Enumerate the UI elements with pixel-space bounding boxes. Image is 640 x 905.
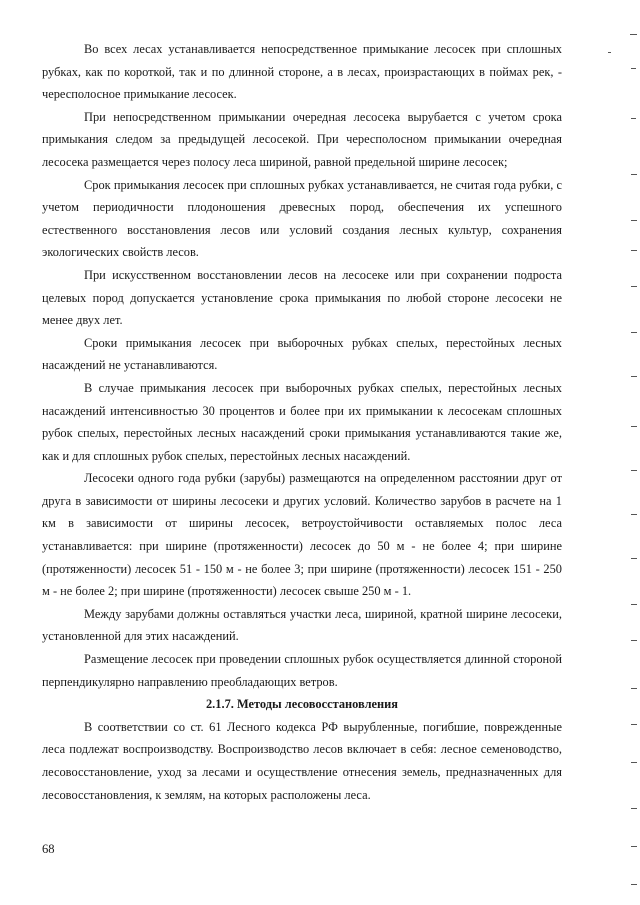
scan-mark (631, 332, 637, 333)
scan-mark (631, 426, 637, 427)
scan-mark (631, 174, 637, 175)
scan-mark (631, 884, 637, 885)
paragraph-2: При непосредственном примыкании очередная лесосека вырубается с учетом срока примыкания следом за предыдущей лесосекой. При чересполосном примыкании очередная лесосека размещается через полосу леса шириной, равной предельной ширине лесосек; (42, 109, 562, 169)
scan-mark (631, 604, 637, 605)
paragraph-3: Срок примыкания лесосек при сплошных рубках устанавливается, не считая года рубки, с учетом периодичности плодоношения древесных пород, обеспечения их успешного естественного восстановления лесов или условий создания лесных культур, сохранения экологических свойств лесов. (42, 177, 562, 260)
scan-mark (631, 558, 637, 559)
paragraph-6: В случае примыкания лесосек при выборочных рубках спелых, перестойных лесных насаждений интенсивностью 30 процентов и более при их примыкании к лесосекам сплошных рубок спелых, перестойных лесных насаждений сроки примыкания устанавливаются такие же, как и для сплошных рубок спелых, перестойных лесных насаждений. (42, 380, 562, 463)
scan-mark (630, 34, 637, 35)
scan-mark (631, 220, 637, 221)
scan-mark (631, 68, 636, 69)
paragraph-7: Лесосеки одного года рубки (зарубы) размещаются на определенном расстоянии друг от друга в зависимости от ширины лесосеки и других условий. Количество зарубов в расчете на 1 км в зависимости от ширины лесосек, ветроустойчивости оставляемых полос леса устанавливается: при ширине (протяженности) лесосек до 50 м - не более 4; при ширине (протяженности) лесосек 51 - 150 м - не более 3; при ширине (протяженности) лесосек 151 - 250 м - не более 2; при ширине (протяженности) лесосек свыше 250 м - 1. (42, 471, 562, 599)
page-number: 68 (42, 842, 55, 856)
paragraph-1: Во всех лесах устанавливается непосредственное примыкание лесосек при сплошных рубках, как по короткой, так и по длинной стороне, а в лесах, произрастающих в поймах рек, - чересполосное примыкание лесосек. (42, 42, 562, 102)
scan-mark (631, 762, 637, 763)
section-heading: 2.1.7. Методы лесовосстановления (205, 697, 399, 712)
paragraph-8: Между зарубами должны оставляться участки леса, шириной, кратной ширине лесосеки, установленной для этих насаждений. (42, 606, 562, 644)
scan-mark (631, 640, 637, 641)
paragraph-4: При искусственном восстановлении лесов на лесосеке или при сохранении подроста целевых пород допускается установление срока примыкания по любой стороне лесосеки не менее двух лет. (42, 267, 562, 328)
scan-mark (631, 286, 637, 287)
scan-margin-marks (600, 0, 640, 905)
paragraph-10: В соответствии со ст. 61 Лесного кодекса РФ вырубленные, погибшие, поврежденные леса подлежат воспроизводству. Воспроизводство лесов включает в себя: лесное семеноводство, лесовосстановление, уход за лесами и осуществление отнесения земель, предназначенных для лесовосстановления, к землям, на которых расположены леса. (42, 719, 562, 802)
paragraph-5: Сроки примыкания лесосек при выборочных рубках спелых, перестойных лесных насаждений не устанавливаются. (42, 335, 562, 373)
scan-mark (631, 118, 636, 119)
paragraph-9: Размещение лесосек при проведении сплошных рубок осуществляется длинной стороной перпендикулярно направлению преобладающих ветров. (42, 652, 562, 689)
scan-mark (631, 376, 637, 377)
scan-mark (631, 808, 637, 809)
scan-mark (631, 724, 637, 725)
scan-mark (631, 846, 637, 847)
scan-mark (631, 514, 637, 515)
scan-mark (631, 688, 637, 689)
scan-mark (631, 250, 637, 251)
body-text (42, 38, 562, 806)
scan-mark (608, 52, 611, 53)
scan-mark (631, 470, 637, 471)
